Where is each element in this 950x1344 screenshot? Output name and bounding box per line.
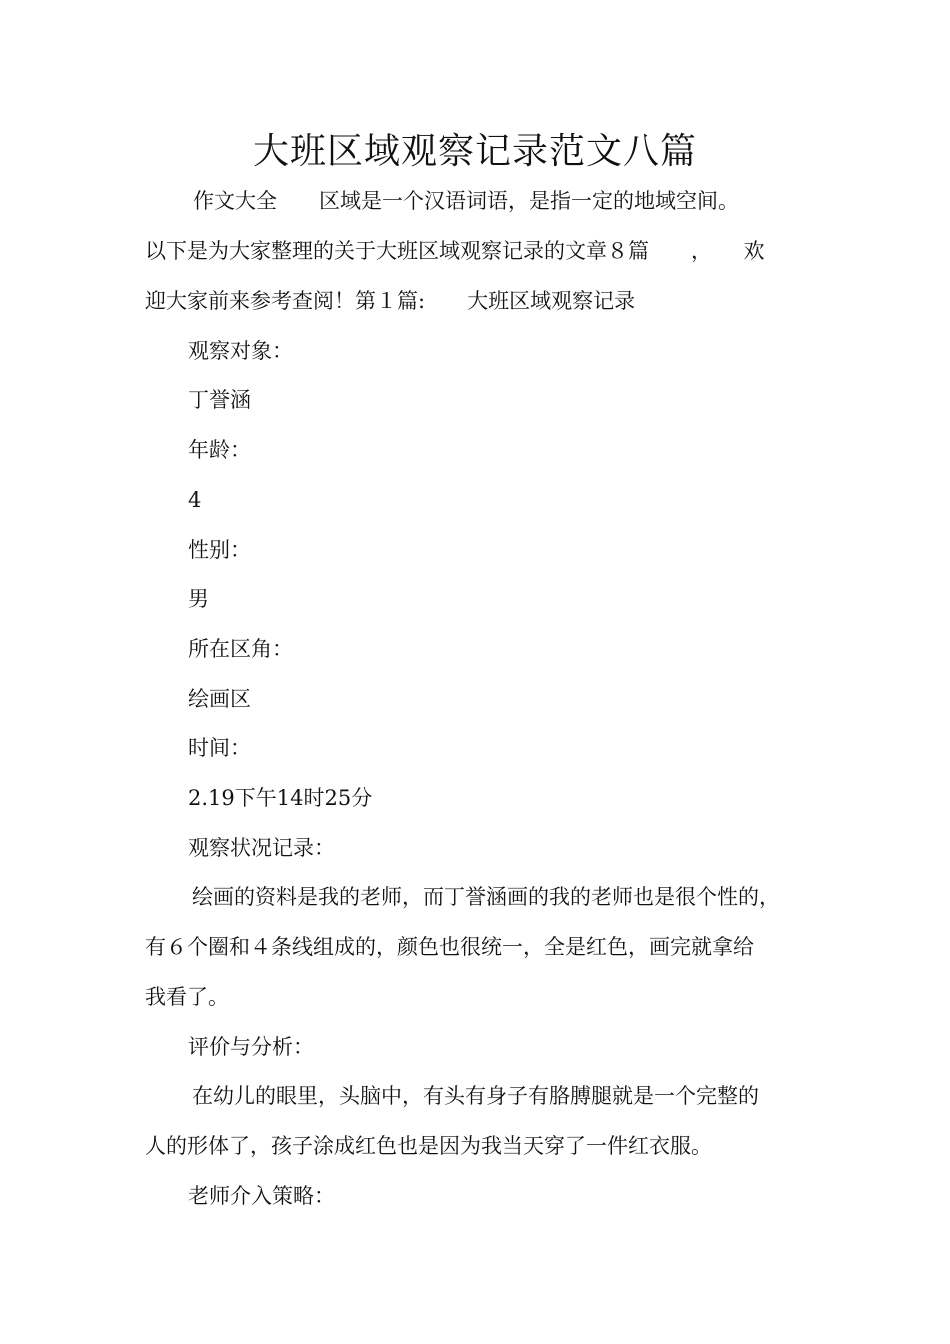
time-value: 2.19下午14时25分 xyxy=(188,786,373,810)
record-line-1: 绘画的资料是我的老师，而丁誉涵画的我的老师也是很个性的， xyxy=(192,885,780,909)
intro-line-3: 迎大家前来参考查阅！第１篇: 大班区域观察记录 xyxy=(145,289,636,313)
subject-value: 丁誉涵 xyxy=(188,388,251,412)
area-value: 绘画区 xyxy=(188,687,251,711)
analysis-heading: 评价与分析： xyxy=(188,1035,314,1059)
age-value: 4 xyxy=(188,488,202,512)
age-label: 年龄： xyxy=(188,438,251,462)
analysis-line-1: 在幼儿的眼里，头脑中，有头有身子有胳膊腿就是一个完整的 xyxy=(192,1084,759,1108)
intro-line-1: 作文大全 区域是一个汉语词语，是指一定的地域空间。 xyxy=(193,189,739,213)
subject-label: 观察对象： xyxy=(188,339,293,363)
strategy-heading: 老师介入策略： xyxy=(188,1184,335,1208)
analysis-line-2: 人的形体了，孩子涂成红色也是因为我当天穿了一件红衣服。 xyxy=(145,1134,712,1158)
area-label: 所在区角： xyxy=(188,637,293,661)
record-heading: 观察状况记录： xyxy=(188,836,335,860)
gender-label: 性别： xyxy=(188,538,251,562)
record-line-2: 有６个圈和４条线组成的，颜色也很统一，全是红色，画完就拿给 xyxy=(145,935,754,959)
intro-line-2: 以下是为大家整理的关于大班区域观察记录的文章８篇 ， 欢 xyxy=(145,239,765,263)
time-label: 时间： xyxy=(188,736,251,760)
gender-value: 男 xyxy=(188,587,209,611)
record-line-3: 我看了。 xyxy=(145,985,229,1009)
document-title: 大班区域观察记录范文八篇 xyxy=(252,131,697,172)
